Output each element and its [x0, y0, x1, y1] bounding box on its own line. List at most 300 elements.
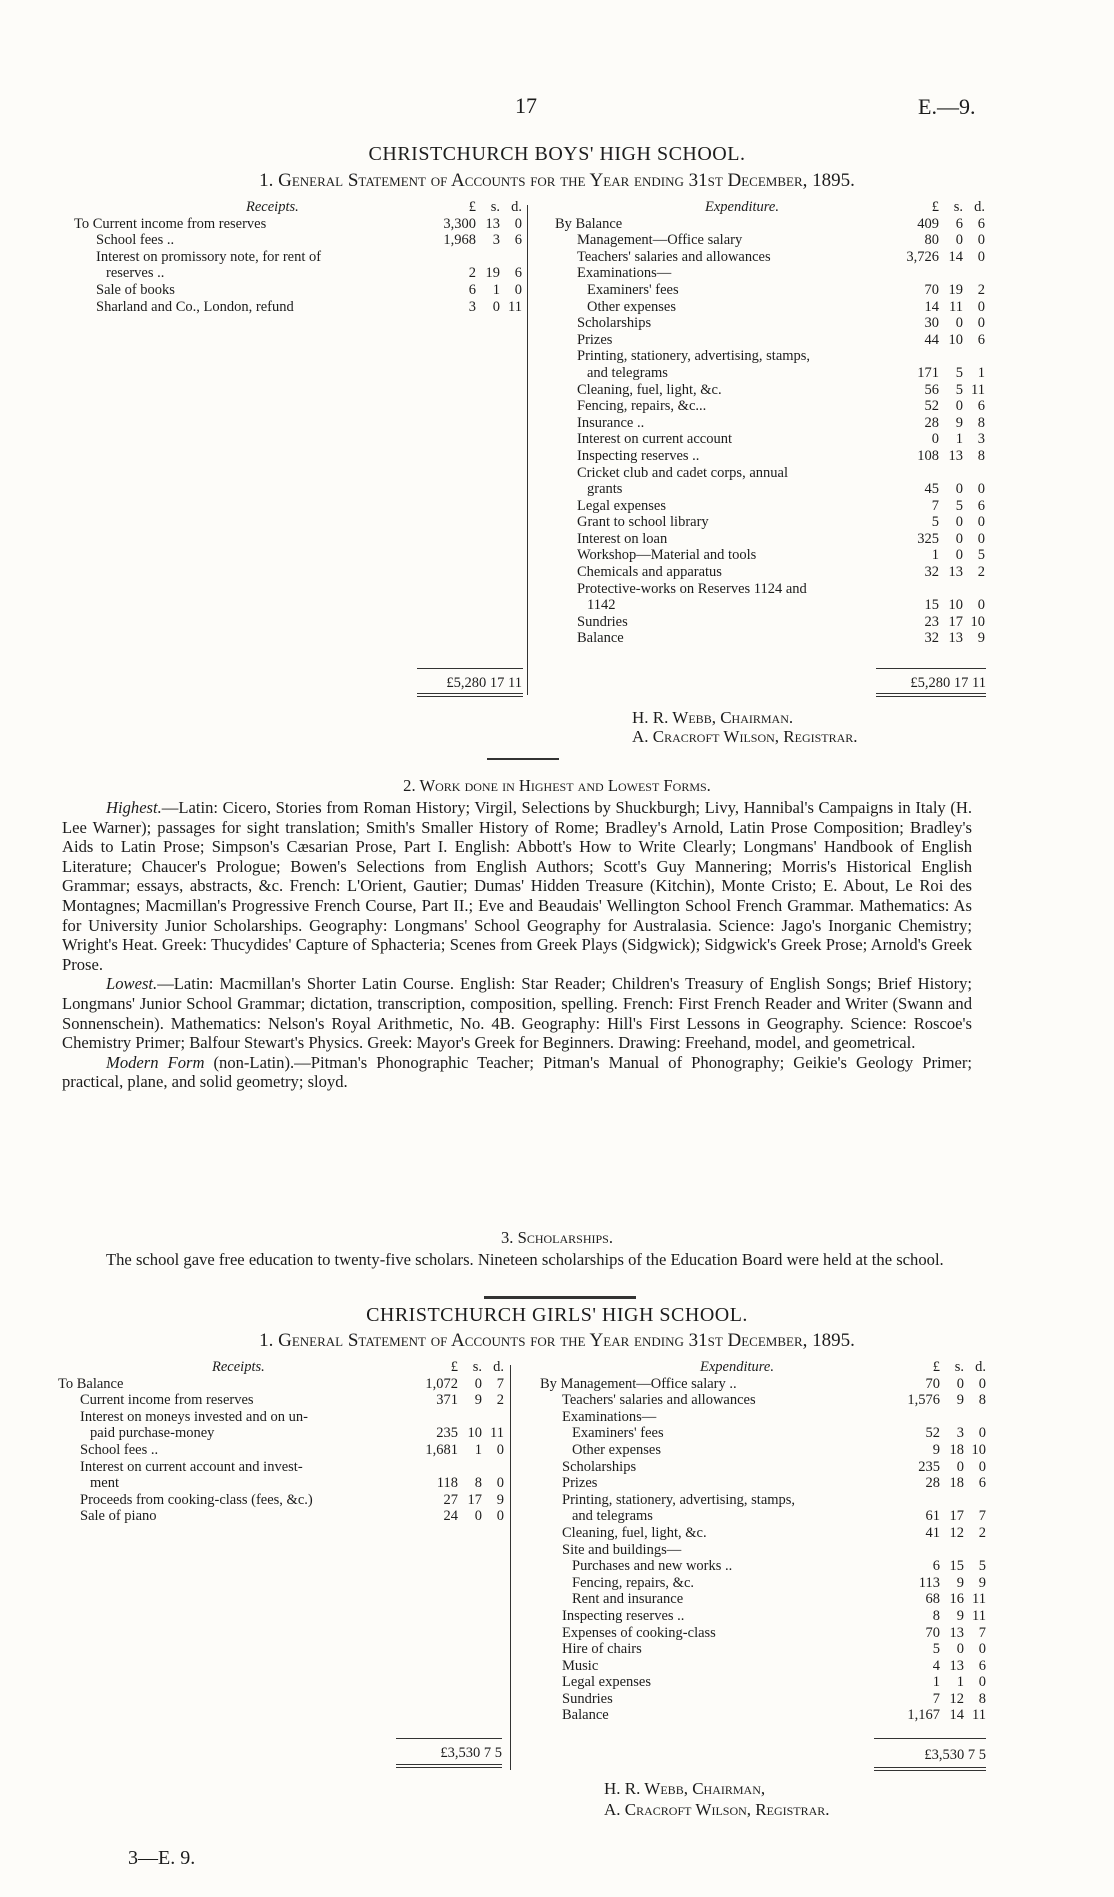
account-label: Interest on moneys invested and on un-: [80, 1408, 308, 1425]
col-s: s.: [472, 1359, 482, 1375]
amount-pence: 10: [971, 1441, 986, 1458]
amount-shillings: 13: [949, 1657, 964, 1674]
account-label: Printing, stationery, advertising, stamps,: [577, 348, 811, 365]
amount-pounds: 0: [931, 431, 939, 448]
amount-pence: [500, 249, 522, 266]
amount-pence: 6: [514, 265, 522, 282]
account-label: Workshop—Material and tools: [577, 547, 757, 564]
amount-pounds: 409: [917, 215, 939, 232]
amount-pence: 11: [971, 381, 985, 398]
amount-shillings: 17: [467, 1491, 482, 1508]
account-label: grants: [587, 481, 623, 498]
amount-pounds: 2: [468, 265, 476, 282]
boys-column-divider: [527, 205, 528, 695]
account-label: Cleaning, fuel, light, &c.: [562, 1524, 707, 1541]
account-row: [555, 514, 985, 531]
account-label: Sharland and Co., London, refund: [96, 298, 294, 315]
account-label: Rent and insurance: [572, 1591, 684, 1608]
amount-pence: 0: [978, 1375, 986, 1392]
amount-pounds: 171: [917, 364, 939, 381]
account-label: Legal expenses: [562, 1674, 651, 1691]
amount-pounds: 4: [932, 1657, 940, 1674]
account-row: [555, 597, 985, 614]
account-row: [555, 498, 985, 515]
amount-pence: 0: [977, 530, 985, 547]
amount-pence: 0: [977, 597, 985, 614]
account-row: [540, 1492, 986, 1509]
account-label: Chemicals and apparatus: [577, 564, 722, 581]
girls-rec-rule-bottom: [396, 1764, 502, 1765]
amount-pence: 8: [978, 1392, 986, 1409]
amount-shillings: 0: [955, 398, 963, 415]
amount-shillings: [940, 1542, 964, 1559]
amount-pounds: 30: [924, 315, 939, 332]
amount-pence: 0: [977, 232, 985, 249]
account-label: Sundries: [562, 1690, 613, 1707]
amount-shillings: [939, 581, 963, 598]
amount-pence: 6: [978, 1657, 986, 1674]
amount-pence: [963, 465, 985, 482]
work-done-title: 2. Work done in Highest and Lowest Forms.: [403, 776, 711, 795]
amount-shillings: 18: [949, 1441, 964, 1458]
col-pound: £: [932, 1359, 940, 1375]
amount-pounds: 56: [924, 381, 939, 398]
amount-shillings: 9: [956, 1574, 964, 1591]
girls-expenditure-rule: [874, 1738, 986, 1739]
amount-pence: 0: [978, 1425, 986, 1442]
amount-shillings: 0: [955, 315, 963, 332]
amount-pounds: 3,300: [443, 215, 476, 232]
account-label: Proceeds from cooking-class (fees, &c.): [80, 1491, 313, 1508]
girls-exp-rule-bottom: [874, 1767, 986, 1768]
amount-shillings: 9: [955, 414, 963, 431]
account-label: ment: [90, 1475, 119, 1492]
amount-pounds: 1,167: [907, 1707, 940, 1724]
girls-school-title: CHRISTCHURCH GIRLS' HIGH SCHOOL.: [366, 1304, 748, 1326]
boys-signature-chairman: H. R. Webb, Chairman.: [632, 708, 794, 727]
account-row: [555, 564, 985, 581]
account-row: [540, 1608, 986, 1625]
account-label: Scholarships: [577, 315, 652, 332]
amount-shillings: 3: [492, 232, 500, 249]
amount-shillings: 19: [485, 265, 500, 282]
amount-pence: 0: [496, 1508, 504, 1525]
account-row: [540, 1625, 986, 1642]
account-label: Sale of piano: [80, 1508, 157, 1525]
account-row: [58, 1392, 504, 1409]
account-row: [540, 1525, 986, 1542]
lowest-label: Lowest.: [106, 974, 158, 994]
account-label: Interest on promissory note, for rent of: [96, 248, 322, 265]
boys-receipts-rule-bottom2: [417, 696, 523, 697]
amount-pence: [482, 1459, 504, 1476]
account-row: [540, 1542, 986, 1559]
amount-shillings: 1: [492, 281, 500, 298]
amount-pence: 1: [977, 364, 985, 381]
amount-shillings: 9: [956, 1607, 964, 1624]
account-label: By Balance: [555, 215, 623, 232]
account-row: [58, 1442, 504, 1459]
girls-expenditure-table: [540, 1359, 986, 1724]
account-row: [540, 1575, 986, 1592]
account-label: 1142: [587, 597, 616, 614]
amount-pence: [963, 348, 985, 365]
account-row: [540, 1658, 986, 1675]
amount-shillings: 13: [949, 1624, 964, 1641]
account-row: [540, 1674, 986, 1691]
amount-pence: 0: [978, 1641, 986, 1658]
amount-pounds: 6: [468, 281, 476, 298]
account-label: Expenses of cooking-class: [562, 1624, 716, 1641]
boys-expenditure-table: [555, 199, 985, 647]
account-row: [555, 365, 985, 382]
amount-pence: 5: [978, 1558, 986, 1575]
account-label: and telegrams: [587, 364, 668, 381]
amount-pounds: [896, 1492, 940, 1509]
amount-pounds: 32: [924, 630, 939, 647]
boys-exp-rule-bottom2: [876, 696, 986, 697]
scholarships-text: The school gave free education to twenty-five scholars. Nineteen scholarships of the Education Board were held at the school.: [106, 1250, 944, 1269]
account-label: Balance: [562, 1707, 609, 1724]
amount-pounds: 15: [924, 597, 939, 614]
amount-pence: 0: [977, 315, 985, 332]
amount-shillings: 0: [955, 481, 963, 498]
amount-shillings: 9: [956, 1392, 964, 1409]
account-row: [540, 1591, 986, 1608]
amount-pounds: 6: [932, 1558, 940, 1575]
boys-receipts-rule: [417, 668, 523, 669]
amount-pounds: 28: [925, 1475, 940, 1492]
amount-shillings: 0: [955, 232, 963, 249]
account-label: Interest on current account and invest-: [80, 1458, 303, 1475]
amount-pence: 9: [978, 1574, 986, 1591]
amount-pounds: [895, 465, 939, 482]
amount-shillings: [939, 265, 963, 282]
modern-text: (non-Latin).—Pitman's Phonographic Teacher; Pitman's Manual of Phonography; Geikie's Geology Primer; practical, plane, and solid geometry; sloyd.: [62, 1052, 972, 1092]
amount-pence: 8: [978, 1690, 986, 1707]
amount-shillings: 14: [949, 1707, 964, 1724]
account-label: reserves ..: [106, 265, 165, 282]
amount-pence: 2: [978, 1524, 986, 1541]
account-row: [555, 265, 985, 282]
col-d: d.: [493, 1359, 504, 1375]
account-row: [74, 265, 522, 282]
account-row: [58, 1508, 504, 1525]
account-label: Teachers' salaries and allowances: [577, 248, 771, 265]
amount-shillings: 17: [949, 1508, 964, 1525]
account-row: [540, 1459, 986, 1476]
col-s: s.: [953, 199, 963, 215]
amount-shillings: 12: [949, 1524, 964, 1541]
account-label: Interest on loan: [577, 530, 668, 547]
boys-expenditure-rule: [876, 668, 986, 669]
amount-shillings: 18: [949, 1475, 964, 1492]
amount-pence: 0: [514, 281, 522, 298]
amount-shillings: [940, 1409, 964, 1426]
amount-pounds: 23: [924, 613, 939, 630]
highest-text: —Latin: Cicero, Stories from Roman History; Virgil, Selections by Shuckburgh; Livy, Hannibal's Campaigns in Italy (H. Lee Warner); passages for sight translation; Smith's Smaller History of Rome; Bradley's Arnold, Latin Prose Composition; Bradley's Aids to Latin Prose; Simpson's Cæsarian Prose, Part I. English: Abbott's How to Write Clearly; Longmans' Handbook of English Literature; Chaucer's Prologue; Bowen's Selections from English Authors; Scott's Guy Mannering; Morris's Historical English Grammar; essays, abstracts, &c. French: L'Orient, Gautier; Dumas' Hidden Treasure (Kitchin), Monte Cristo; E. About, Le Roi des Montagnes; Macmillan's Progressive French Course, Part II.; Eve and Beaudais' Wellington School French Grammar. Mathematics: As for University Junior Scholarships. Geography: Longmans' School Geography for Australasia. Science: Jago's Inorganic Chemistry; Wright's Heat. Greek: Thucydides' Capture of Sphacteria; Scenes from Greek Plays (Sidgwick); Sidgwick's Greek Prose; Arnold's Greek Prose.: [62, 798, 972, 974]
account-label: Fencing, repairs, &c...: [577, 398, 707, 415]
account-label: and telegrams: [572, 1508, 653, 1525]
account-label: Cricket club and cadet corps, annual: [577, 464, 788, 481]
account-label: Examinations—: [562, 1408, 657, 1425]
amount-shillings: 5: [955, 381, 963, 398]
amount-shillings: 5: [955, 497, 963, 514]
amount-shillings: 19: [948, 281, 963, 298]
account-label: Prizes: [562, 1475, 598, 1492]
account-label: To Current income from reserves: [74, 215, 267, 232]
amount-pounds: 1,968: [443, 232, 476, 249]
account-row: [540, 1707, 986, 1724]
page-number: 17: [515, 93, 537, 118]
girls-exp-rule-bottom2: [874, 1770, 986, 1771]
amount-pounds: 27: [443, 1491, 458, 1508]
amount-pounds: 1,072: [425, 1375, 458, 1392]
amount-pence: 0: [496, 1475, 504, 1492]
account-row: [555, 547, 985, 564]
amount-shillings: 3: [956, 1425, 964, 1442]
amount-pounds: 80: [924, 232, 939, 249]
account-row: [555, 481, 985, 498]
highest-form-paragraph: [62, 798, 972, 974]
amount-shillings: 1: [474, 1441, 482, 1458]
amount-shillings: 0: [955, 530, 963, 547]
boys-receipts-table: [74, 199, 522, 315]
amount-shillings: 13: [948, 447, 963, 464]
amount-shillings: 9: [474, 1392, 482, 1409]
amount-pounds: [432, 249, 476, 266]
account-label: paid purchase-money: [90, 1425, 215, 1442]
amount-shillings: 1: [956, 1674, 964, 1691]
amount-pence: 11: [972, 1591, 986, 1608]
amount-shillings: 10: [948, 331, 963, 348]
account-row: [555, 630, 985, 647]
amount-pounds: [414, 1459, 458, 1476]
amount-pence: 9: [496, 1491, 504, 1508]
amount-pounds: 52: [925, 1425, 940, 1442]
amount-pounds: 1: [932, 1674, 940, 1691]
account-row: [555, 382, 985, 399]
amount-pounds: 108: [917, 447, 939, 464]
amount-pounds: 44: [924, 331, 939, 348]
amount-pounds: 52: [924, 398, 939, 415]
amount-pence: 0: [977, 481, 985, 498]
amount-shillings: 0: [474, 1375, 482, 1392]
account-row: [58, 1376, 504, 1393]
amount-pence: 0: [977, 248, 985, 265]
account-row: [74, 299, 522, 316]
amount-pounds: [414, 1409, 458, 1426]
account-row: [540, 1475, 986, 1492]
girls-expenditure-header: Expenditure.: [700, 1359, 774, 1375]
amount-pounds: 5: [932, 1641, 940, 1658]
account-row: [74, 282, 522, 299]
amount-pounds: 3,726: [906, 248, 939, 265]
girls-receipts-rule: [396, 1738, 502, 1739]
account-row: [540, 1442, 986, 1459]
amount-pence: 3: [977, 431, 985, 448]
document-reference: E.—9.: [918, 94, 976, 119]
account-label: Protective-works on Reserves 1124 and: [577, 580, 807, 597]
boys-signature-registrar: A. Cracroft Wilson, Registrar.: [632, 727, 858, 746]
girls-receipts-header: Receipts.: [212, 1359, 265, 1375]
account-row: [540, 1641, 986, 1658]
col-s: s.: [490, 199, 500, 215]
account-row: [540, 1409, 986, 1426]
amount-pence: 0: [514, 215, 522, 232]
account-row: [555, 332, 985, 349]
amount-pounds: [896, 1542, 940, 1559]
amount-pounds: 7: [931, 497, 939, 514]
amount-pence: 8: [977, 447, 985, 464]
amount-pounds: [895, 265, 939, 282]
col-d: d.: [974, 199, 985, 215]
col-pound: £: [450, 1359, 458, 1375]
account-label: Inspecting reserves ..: [577, 447, 700, 464]
girls-receipts-table: [58, 1359, 504, 1525]
amount-shillings: [476, 249, 500, 266]
account-row: [540, 1376, 986, 1393]
account-row: [555, 465, 985, 482]
amount-pounds: 70: [924, 281, 939, 298]
account-row: [74, 232, 522, 249]
account-row: [58, 1475, 504, 1492]
footer-signature: 3—E. 9.: [128, 1847, 196, 1869]
amount-shillings: 17: [948, 613, 963, 630]
girls-rec-rule-bottom2: [396, 1767, 502, 1768]
amount-pence: [964, 1409, 986, 1426]
amount-pence: 11: [972, 1707, 986, 1724]
account-row: [555, 614, 985, 631]
amount-pounds: 68: [925, 1591, 940, 1608]
amount-pence: [964, 1542, 986, 1559]
scholarships-title: 3. Scholarships.: [501, 1228, 613, 1247]
amount-pence: 7: [978, 1624, 986, 1641]
account-row: [555, 348, 985, 365]
col-d: d.: [975, 1359, 986, 1375]
girls-column-divider: [510, 1365, 511, 1770]
account-label: Management—Office salary: [577, 232, 743, 249]
amount-pounds: 70: [925, 1624, 940, 1641]
account-row: [555, 216, 985, 233]
amount-pence: 7: [496, 1375, 504, 1392]
amount-shillings: 10: [467, 1425, 482, 1442]
account-label: Scholarships: [562, 1458, 637, 1475]
account-label: School fees ..: [80, 1441, 159, 1458]
account-label: To Balance: [58, 1375, 124, 1392]
amount-pounds: 1,681: [425, 1441, 458, 1458]
amount-pounds: 5: [931, 514, 939, 531]
account-row: [555, 299, 985, 316]
amount-pence: 11: [508, 298, 522, 315]
amount-pence: 2: [977, 281, 985, 298]
account-label: Hire of chairs: [562, 1641, 642, 1658]
section-rule: [487, 758, 559, 760]
amount-pence: [963, 581, 985, 598]
amount-pence: 2: [977, 564, 985, 581]
amount-shillings: 0: [956, 1641, 964, 1658]
account-row: [540, 1558, 986, 1575]
account-row: [555, 249, 985, 266]
account-row: [555, 448, 985, 465]
account-label: Music: [562, 1657, 599, 1674]
amount-pence: 6: [977, 215, 985, 232]
account-row: [555, 232, 985, 249]
amount-shillings: 0: [956, 1375, 964, 1392]
scholarships-paragraph: [62, 1250, 972, 1270]
amount-pounds: [895, 348, 939, 365]
amount-shillings: 6: [955, 215, 963, 232]
amount-pence: 0: [977, 298, 985, 315]
account-label: Examiners' fees: [572, 1425, 664, 1442]
amount-pence: 0: [978, 1458, 986, 1475]
amount-pounds: 41: [925, 1524, 940, 1541]
amount-pence: [963, 265, 985, 282]
amount-shillings: [458, 1459, 482, 1476]
amount-pence: 6: [977, 331, 985, 348]
modern-label: Modern Form: [106, 1052, 205, 1072]
account-label: Cleaning, fuel, light, &c.: [577, 381, 722, 398]
amount-pounds: 371: [436, 1392, 458, 1409]
amount-pence: 8: [977, 414, 985, 431]
amount-shillings: 8: [474, 1475, 482, 1492]
col-pound: £: [931, 199, 939, 215]
account-label: Examiners' fees: [587, 281, 679, 298]
account-label: Sundries: [577, 613, 628, 630]
account-label: Purchases and new works ..: [572, 1558, 733, 1575]
account-row: [555, 431, 985, 448]
amount-pounds: 1,576: [907, 1392, 940, 1409]
amount-pounds: [895, 581, 939, 598]
account-row: [58, 1409, 504, 1426]
amount-shillings: 15: [949, 1558, 964, 1575]
account-label: Fencing, repairs, &c.: [572, 1574, 695, 1591]
amount-shillings: 0: [492, 298, 500, 315]
account-label: Examinations—: [577, 265, 672, 282]
modern-form-paragraph: [62, 1053, 972, 1092]
lowest-text: —Latin: Macmillan's Shorter Latin Course. English: Star Reader; Children's Treasury of English Songs; Brief History; Longmans' Junior School Grammar; dictation, transcription, composition, spelling. French: First French Reader and Writer (Swann and Sonnenschein). Mathematics: Nelson's Royal Arithmetic, No. 4B. Geography: Hill's First Lessons in Geography. Science: Roscoe's Chemistry Primer; Balfour Stewart's Physics. Greek: Mayor's Greek for Beginners. Drawing: Freehand, model, and geometrical.: [62, 974, 972, 1053]
account-row: [555, 531, 985, 548]
amount-pounds: 61: [925, 1508, 940, 1525]
amount-pounds: 28: [924, 414, 939, 431]
amount-pence: 6: [978, 1475, 986, 1492]
amount-shillings: 13: [485, 215, 500, 232]
amount-shillings: 0: [955, 547, 963, 564]
account-label: Interest on current account: [577, 431, 732, 448]
amount-shillings: 13: [948, 630, 963, 647]
girls-receipts-total: £3,530 7 5: [440, 1745, 502, 1761]
highest-label: Highest.: [106, 798, 162, 817]
account-label: Teachers' salaries and allowances: [562, 1392, 756, 1409]
girls-signature-registrar: A. Cracroft Wilson, Registrar.: [604, 1800, 830, 1819]
amount-pounds: 325: [917, 530, 939, 547]
amount-pence: 6: [977, 497, 985, 514]
amount-shillings: 14: [948, 248, 963, 265]
amount-shillings: [939, 348, 963, 365]
amount-pence: 10: [970, 613, 985, 630]
amount-pence: [964, 1492, 986, 1509]
amount-pounds: 7: [932, 1690, 940, 1707]
account-label: By Management—Office salary ..: [540, 1375, 737, 1392]
account-row: [555, 581, 985, 598]
amount-pounds: [896, 1409, 940, 1426]
col-s: s.: [954, 1359, 964, 1375]
amount-pence: 7: [978, 1508, 986, 1525]
amount-shillings: 5: [955, 364, 963, 381]
account-row: [540, 1425, 986, 1442]
boys-receipts-header: Receipts.: [246, 199, 299, 215]
amount-shillings: [458, 1409, 482, 1426]
